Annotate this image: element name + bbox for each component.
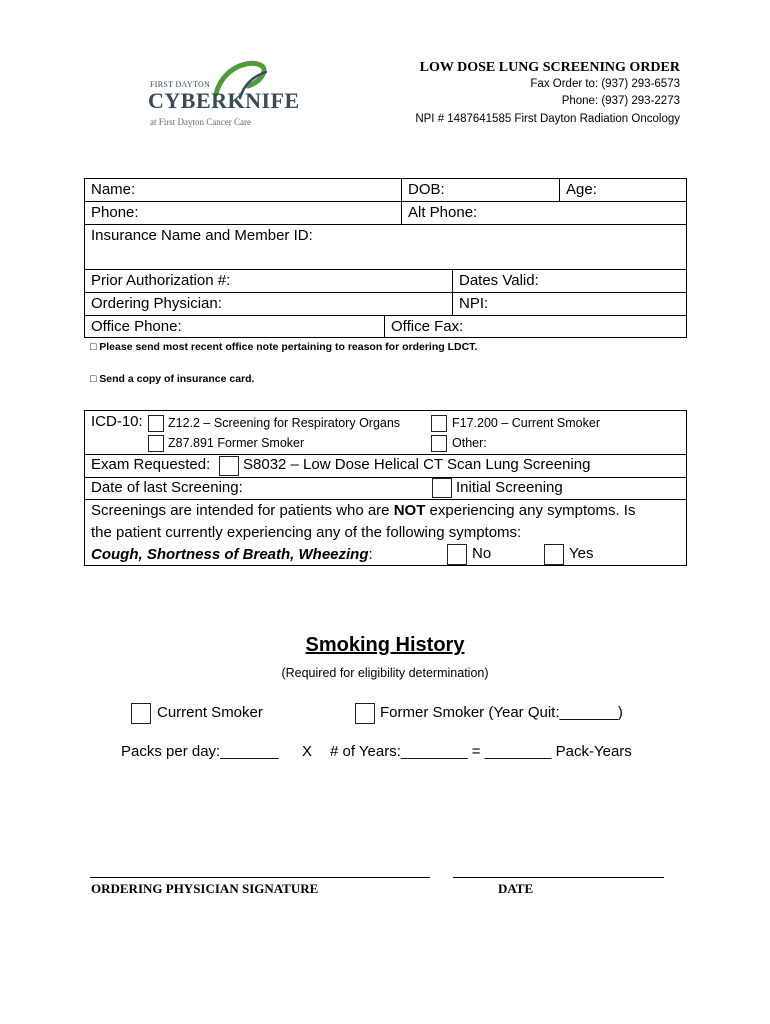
years-pack-years-field[interactable]: # of Years:________ = ________ Pack-Years [330, 743, 632, 760]
npi-line: NPI # 1487641585 First Dayton Radiation Oncology [415, 113, 680, 125]
symptoms-list [91, 544, 373, 566]
insurance-card-instruction: □ Send a copy of insurance card. [90, 373, 255, 385]
icd-z12-label: Z12.2 – Screening for Respiratory Organs [168, 416, 401, 430]
name-field[interactable]: Name: [91, 181, 136, 198]
logo-line1: FIRST DAYTON [150, 80, 211, 89]
icd-z87-label: Z87.891 Former Smoker [168, 436, 305, 450]
symptom-question [91, 500, 683, 522]
phone-line: Phone: (937) 293-2273 [561, 95, 680, 107]
multiply-sign: X [302, 743, 313, 760]
symptom-question-line2: the patient currently experiencing any of the following symptoms: [91, 524, 522, 541]
former-smoker-label[interactable]: Former Smoker (Year Quit:_______) [380, 704, 623, 721]
icd-other-checkbox[interactable] [431, 435, 447, 452]
prior-auth-field[interactable]: Prior Authorization #: [91, 272, 231, 289]
icd-f17-checkbox[interactable] [431, 415, 447, 432]
symptoms-yes-label: Yes [569, 545, 594, 562]
logo-line2: CYBERKNIFE [148, 88, 300, 113]
packs-per-day-field[interactable]: Packs per day:_______ [121, 743, 279, 760]
icd-f17-label: F17.200 – Current Smoker [452, 416, 600, 430]
icd-other-label: Other: [452, 436, 487, 450]
office-note-instruction: □ Please send most recent office note pertaining to reason for ordering LDCT. [90, 341, 478, 353]
icd-z87-checkbox[interactable] [148, 435, 164, 452]
date-line[interactable] [453, 877, 664, 878]
symptoms-yes-checkbox[interactable] [544, 544, 564, 565]
insurance-field[interactable]: Insurance Name and Member ID: [91, 227, 313, 244]
npi-field[interactable]: NPI: [459, 295, 489, 312]
current-smoker-checkbox[interactable] [131, 703, 151, 724]
alt-phone-field[interactable]: Alt Phone: [408, 204, 478, 221]
last-screening-label[interactable]: Date of last Screening: [91, 479, 243, 496]
symptoms-text: Cough, Shortness of Breath, Wheezing [91, 546, 369, 563]
dates-valid-field[interactable]: Dates Valid: [459, 272, 539, 289]
smoking-history-subtitle: (Required for eligibility determination) [281, 666, 489, 680]
fax-line: Fax Order to: (937) 293-6573 [530, 78, 680, 90]
symptom-text-b: experiencing any symptoms. Is [425, 502, 636, 519]
age-field[interactable]: Age: [566, 181, 597, 198]
date-label: DATE [498, 881, 534, 896]
symptoms-no-label: No [472, 545, 492, 562]
phone-field[interactable]: Phone: [91, 204, 139, 221]
form-title: LOW DOSE LUNG SCREENING ORDER [419, 60, 680, 75]
symptom-text-a: Screenings are intended for patients who are [91, 502, 394, 519]
exam-s8032-label: S8032 – Low Dose Helical CT Scan Lung Screening [243, 456, 591, 473]
dob-field[interactable]: DOB: [408, 181, 445, 198]
icd-label: ICD-10: [91, 413, 143, 430]
smoking-history-title: Smoking History [305, 634, 465, 656]
exam-s8032-checkbox[interactable] [219, 456, 239, 476]
exam-requested-label: Exam Requested: [91, 456, 211, 473]
physician-signature-label: ORDERING PHYSICIAN SIGNATURE [91, 881, 319, 896]
office-fax-field[interactable]: Office Fax: [391, 318, 464, 335]
logo-line3: at First Dayton Cancer Care [150, 117, 251, 127]
icd-z12-checkbox[interactable] [148, 415, 164, 432]
symptoms-no-checkbox[interactable] [447, 544, 467, 565]
current-smoker-label: Current Smoker [157, 704, 263, 721]
initial-screening-checkbox[interactable] [432, 478, 452, 498]
symptoms-colon: : [368, 546, 373, 563]
logo [148, 58, 308, 132]
signature-line[interactable] [90, 877, 430, 878]
ordering-physician-field[interactable]: Ordering Physician: [91, 295, 222, 312]
symptom-not: NOT [393, 502, 426, 519]
initial-screening-label: Initial Screening [456, 479, 563, 496]
former-smoker-checkbox[interactable] [355, 703, 375, 724]
office-phone-field[interactable]: Office Phone: [91, 318, 182, 335]
